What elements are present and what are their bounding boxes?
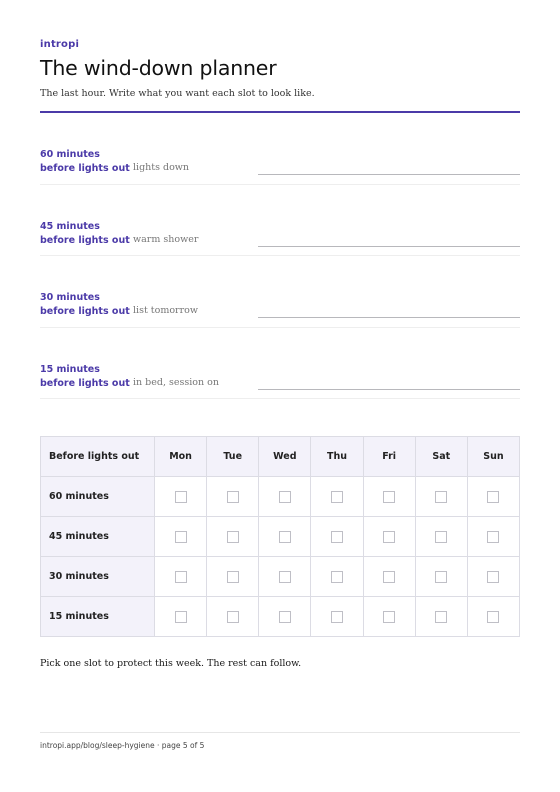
checkbox[interactable] xyxy=(487,491,499,503)
tracker-cell xyxy=(415,557,467,597)
slot-suffix: before lights out xyxy=(40,377,130,389)
table-row xyxy=(41,477,520,517)
slot-suffix: before lights out xyxy=(40,306,130,317)
brand-name: intropi xyxy=(40,39,80,50)
tracker-cell xyxy=(363,517,415,557)
table-row xyxy=(41,557,520,597)
checkbox[interactable] xyxy=(175,571,187,583)
tracker-cell xyxy=(259,517,311,557)
checkbox[interactable] xyxy=(435,491,447,503)
slot-row xyxy=(40,256,520,328)
checkbox[interactable] xyxy=(227,611,239,623)
tracker-cell xyxy=(415,597,467,637)
row-header: 60 minutes xyxy=(41,477,155,517)
row-header: 30 minutes xyxy=(41,557,155,597)
tracker-cell xyxy=(155,517,207,557)
tracker-cell xyxy=(207,477,259,517)
tracker-cell xyxy=(259,597,311,637)
slot-suffix: before lights out xyxy=(40,234,130,246)
slot-label xyxy=(40,148,130,176)
day-header: Wed xyxy=(259,437,311,477)
checkbox[interactable] xyxy=(383,571,395,583)
checkbox[interactable] xyxy=(435,611,447,623)
checkbox[interactable] xyxy=(227,571,239,583)
slot-row xyxy=(40,185,520,257)
slot-hint: list tomorrow xyxy=(133,305,198,316)
tracker-cell xyxy=(207,557,259,597)
checkbox[interactable] xyxy=(487,611,499,623)
day-header: Thu xyxy=(311,437,363,477)
checkbox[interactable] xyxy=(435,531,447,543)
slot-label xyxy=(40,220,130,248)
footer-divider xyxy=(40,732,520,733)
checkbox[interactable] xyxy=(383,531,395,543)
checkbox[interactable] xyxy=(175,611,187,623)
checkbox[interactable] xyxy=(383,611,395,623)
slot-write-line[interactable] xyxy=(258,246,520,247)
tracker-cell xyxy=(155,477,207,517)
slot-time: 45 minutes xyxy=(40,220,100,232)
checkbox[interactable] xyxy=(383,491,395,503)
slot-row xyxy=(40,113,520,185)
tracker-corner-header: Before lights out xyxy=(41,437,155,477)
tracker-cell xyxy=(467,557,519,597)
page-title: The wind-down planner xyxy=(40,56,277,80)
tracker-header-row xyxy=(41,437,520,477)
slot-list xyxy=(40,113,520,399)
checkbox[interactable] xyxy=(487,571,499,583)
tracker-cell xyxy=(207,597,259,637)
slot-write-line[interactable] xyxy=(258,389,520,390)
day-header: Mon xyxy=(155,437,207,477)
tracker-cell xyxy=(311,517,363,557)
checkbox[interactable] xyxy=(175,491,187,503)
checkbox[interactable] xyxy=(175,531,187,543)
table-row xyxy=(41,517,520,557)
page-subtitle: The last hour. Write what you want each slot to look like. xyxy=(40,88,315,99)
checkbox[interactable] xyxy=(331,571,343,583)
checkbox[interactable] xyxy=(279,531,291,543)
slot-label xyxy=(40,363,130,391)
tracker-cell xyxy=(415,477,467,517)
page-footer: intropi.app/blog/sleep-hygiene · page 5 of 5 xyxy=(40,741,205,750)
checkbox[interactable] xyxy=(331,491,343,503)
slot-suffix: before lights out xyxy=(40,163,130,174)
checkbox[interactable] xyxy=(279,571,291,583)
tracker-cell xyxy=(363,477,415,517)
slot-time: 15 minutes xyxy=(40,363,100,375)
table-row xyxy=(41,597,520,637)
slot-write-line[interactable] xyxy=(258,317,520,318)
checkbox[interactable] xyxy=(487,531,499,543)
tracker-cell xyxy=(363,597,415,637)
slot-row xyxy=(40,328,520,400)
tracker-cell xyxy=(311,477,363,517)
tracker-cell xyxy=(415,517,467,557)
checkbox[interactable] xyxy=(227,491,239,503)
checkbox[interactable] xyxy=(435,571,447,583)
tracker-cell xyxy=(467,597,519,637)
slot-time: 30 minutes xyxy=(40,292,100,303)
tracker-cell xyxy=(259,477,311,517)
checkbox[interactable] xyxy=(279,611,291,623)
day-header: Sat xyxy=(415,437,467,477)
checkbox[interactable] xyxy=(227,531,239,543)
day-header: Sun xyxy=(467,437,519,477)
checkbox[interactable] xyxy=(279,491,291,503)
tracker-cell xyxy=(311,557,363,597)
day-header: Fri xyxy=(363,437,415,477)
tracker-cell xyxy=(467,477,519,517)
row-header: 45 minutes xyxy=(41,517,155,557)
tracker-cell xyxy=(259,557,311,597)
slot-time: 60 minutes xyxy=(40,149,100,160)
slot-hint: in bed, session on xyxy=(133,376,219,388)
slot-hint: lights down xyxy=(133,162,190,173)
slot-write-line[interactable] xyxy=(258,174,520,175)
tracker-cell xyxy=(311,597,363,637)
closing-note: Pick one slot to protect this week. The rest can follow. xyxy=(40,658,302,669)
slot-label xyxy=(40,291,130,319)
checkbox[interactable] xyxy=(331,611,343,623)
tracker-cell xyxy=(155,557,207,597)
tracker-cell xyxy=(467,517,519,557)
day-header: Tue xyxy=(207,437,259,477)
weekly-tracker-table xyxy=(40,436,520,637)
tracker-cell xyxy=(207,517,259,557)
slot-hint: warm shower xyxy=(133,233,199,245)
checkbox[interactable] xyxy=(331,531,343,543)
tracker-cell xyxy=(363,557,415,597)
row-header: 15 minutes xyxy=(41,597,155,637)
tracker-cell xyxy=(155,597,207,637)
